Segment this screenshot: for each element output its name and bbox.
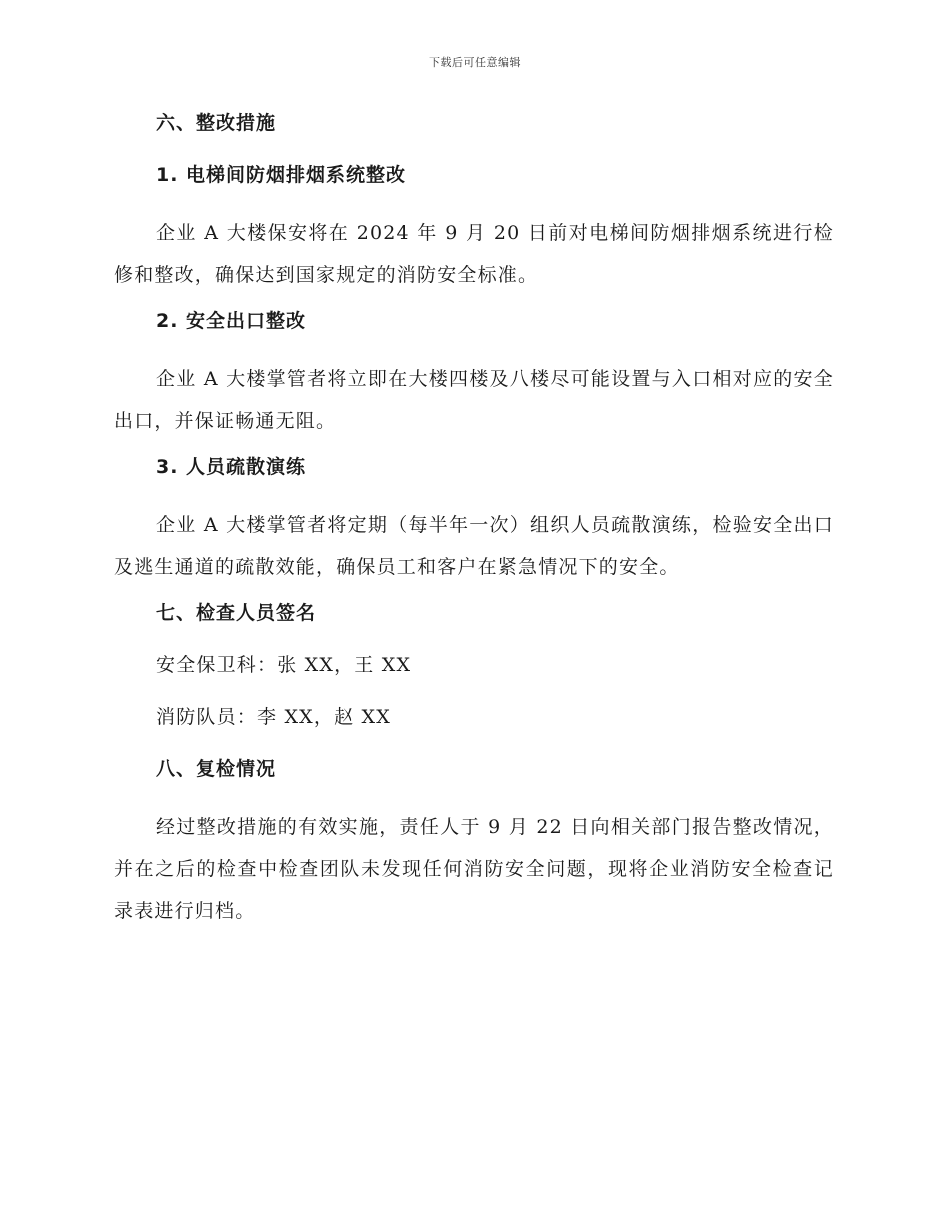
subsection-1-paragraph: 企业 A 大楼保安将在 2024 年 9 月 20 日前对电梯间防烟排烟系统进行检修和整改，确保达到国家规定的消防安全标准。 [114, 222, 834, 286]
subsection-1-heading: 1. 电梯间防烟排烟系统整改 [156, 164, 407, 186]
page-header-note: 下载后可任意编辑 [429, 56, 521, 69]
document-body [114, 108, 834, 942]
subsection-2-heading: 2. 安全出口整改 [156, 310, 307, 332]
section-8-heading: 八、复检情况 [156, 758, 277, 780]
signature-firefighters: 消防队员：李 XX，赵 XX [156, 706, 391, 728]
signature-security-dept: 安全保卫科：张 XX，王 XX [156, 654, 412, 676]
section-7-heading: 七、检查人员签名 [156, 602, 317, 624]
subsection-2-paragraph: 企业 A 大楼掌管者将立即在大楼四楼及八楼尽可能设置与入口相对应的安全出口，并保证畅通无阻。 [114, 368, 834, 432]
section-8-paragraph: 经过整改措施的有效实施，责任人于 9 月 22 日向相关部门报告整改情况，并在之后的检查中检查团队未发现任何消防安全问题，现将企业消防安全检查记录表进行归档。 [114, 816, 834, 922]
subsection-3-paragraph: 企业 A 大楼掌管者将定期（每半年一次）组织人员疏散演练，检验安全出口及逃生通道的疏散效能，确保员工和客户在紧急情况下的安全。 [114, 514, 834, 578]
subsection-3-heading: 3. 人员疏散演练 [156, 456, 307, 478]
section-6-heading: 六、整改措施 [156, 112, 277, 134]
